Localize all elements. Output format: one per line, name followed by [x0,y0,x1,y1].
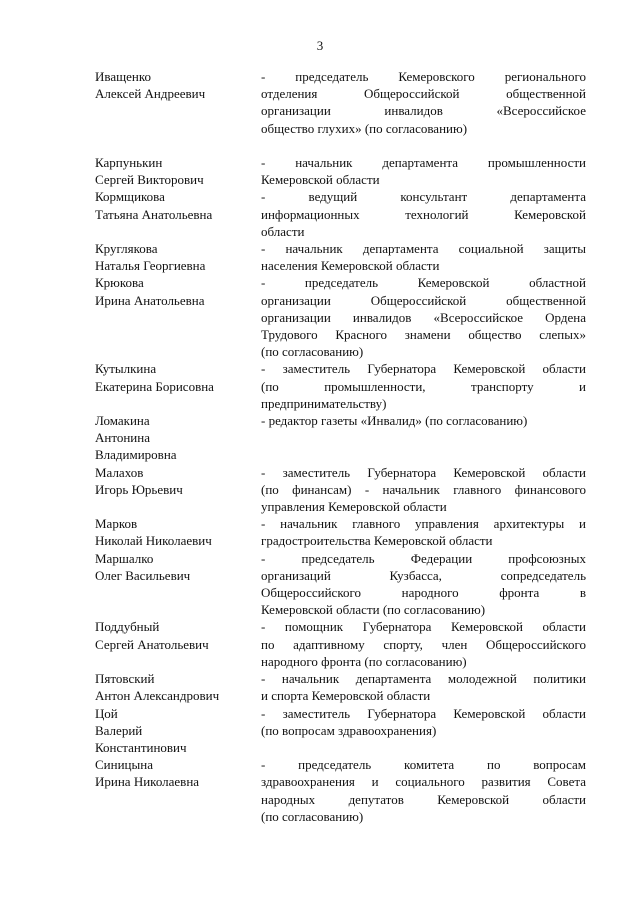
member-role-line: народных депутатов Кемеровской области [261,791,586,807]
member-name-line: Олег Васильевич [95,567,191,583]
member-role [261,515,586,549]
member-name [95,240,261,274]
member-role [261,154,586,188]
member-name [95,360,261,412]
member-name-line: Иващенко [95,69,152,84]
member-name [95,756,261,825]
member-role-line: по адаптивному спорту, член Общероссийского [261,636,586,652]
member-name-line: Владимировна [95,447,177,463]
member-name-line: Синицына [95,757,153,773]
member-name [95,188,261,240]
member-role [261,360,586,412]
member-name-line: Карпунькин [95,155,163,170]
page-number: 3 [316,38,324,53]
member-name-line: Пятовский [95,671,155,687]
member-role [261,705,586,757]
member-role-line: Общероссийского народного фронта в [261,585,586,601]
member-role-line: Трудового Красного знамени общество слепых» [261,327,586,343]
member-name-line: Крюкова [95,275,144,291]
member-role-line: Кемеровской области (по согласованию) [261,602,486,618]
member-role-line: отделения Общероссийской общественной [261,86,586,102]
member-role-line: - заместитель Губернатора Кемеровской области [261,705,586,721]
member-role-line: народного фронта (по согласованию) [261,653,467,669]
member-role-line: - председатель Кемеровской областной [261,275,586,291]
member-role-line: - ведущий консультант департамента [261,189,586,205]
member-role [261,618,586,670]
member-name [95,670,261,704]
member-name-line: Екатерина Борисовна [95,378,214,394]
member-name-line: Малахов [95,464,144,480]
member-name-line: Сергей Викторович [95,172,204,188]
member-list [95,68,595,825]
member-name-line: Антон Александрович [95,688,220,704]
member-name-line: Маршалко [95,550,154,566]
member-role-line: области [261,223,305,239]
member-role-line: - начальник главного управления архитектуры и [261,516,586,532]
member-name-line: Ломакина [95,413,150,429]
member-role-line: (по финансам) - начальник главного финансового [261,481,586,497]
member-role-line: общество глухих» (по согласованию) [261,120,468,136]
member-role-line: Кемеровской области [261,172,380,188]
member-role-line: предпринимательству) [261,395,387,411]
member-role [261,274,586,360]
member-role-line: (по согласованию) [261,808,364,824]
member-name-line: Цой [95,705,118,721]
member-role-line: организации инвалидов «Всероссийское Ордена [261,309,586,325]
member-name-line: Татьяна Анатольевна [95,206,213,222]
member-role [261,412,586,464]
member-name-line: Ирина Анатольевна [95,292,205,308]
member-name [95,550,261,619]
member-role-line: - председатель Федерации профсоюзных [261,550,586,566]
member-role [261,464,586,516]
member-role-line: организации Общероссийской общественной [261,292,586,308]
member-role-line: - начальник департамента социальной защиты [261,241,586,257]
member-role-line: (по промышленности, транспорту и [261,378,586,394]
member-name [95,464,261,516]
member-role [261,550,586,619]
member-name [95,154,261,188]
member-role-line: - начальник департамента молодежной политики [261,671,586,687]
member-name-line: Антонина [95,430,150,446]
member-role-line: и спорта Кемеровской области [261,688,431,704]
member-role-line: организации инвалидов «Всероссийское [261,103,586,119]
member-role [261,68,586,137]
member-name-line: Сергей Анатольевич [95,636,209,652]
member-name-line: Николай Николаевич [95,533,212,549]
member-name [95,705,261,757]
member-name-line: Поддубный [95,619,160,635]
member-role-line: управления Кемеровской области [261,499,447,515]
member-name-line: Кормщикова [95,189,165,205]
member-name [95,274,261,360]
member-name [95,68,261,137]
member-name-line: Игорь Юрьевич [95,481,183,497]
member-name-line: Ирина Николаевна [95,774,200,790]
member-role-line: - заместитель Губернатора Кемеровской области [261,361,586,377]
member-role-line: здравоохранения и социального развития Совета [261,774,586,790]
member-role-line: организаций Кузбасса, сопредседатель [261,567,586,583]
member-role [261,240,586,274]
member-name-line: Алексей Андреевич [95,86,206,102]
member-name [95,412,261,464]
member-name [95,618,261,670]
member-name-line: Кутылкина [95,361,157,377]
member-role [261,188,586,240]
member-role-line: населения Кемеровской области [261,258,440,274]
member-name-line: Круглякова [95,241,158,257]
member-role-line: (по согласованию) [261,344,364,360]
member-role-line: - начальник департамента промышленности [261,155,586,170]
member-role [261,670,586,704]
member-role [261,756,586,825]
member-name-line: Константинович [95,739,187,755]
member-name-line: Валерий [95,722,143,738]
member-role-line: (по вопросам здравоохранения) [261,722,437,738]
member-role-line: информационных технологий Кемеровской [261,206,586,222]
member-name [95,515,261,549]
member-name-line: Наталья Георгиевна [95,258,206,274]
member-name-line: Марков [95,516,138,532]
member-role-line: - председатель комитета по вопросам [261,757,586,773]
member-role-line: - помощник Губернатора Кемеровской области [261,619,586,635]
member-role-line: - заместитель Губернатора Кемеровской области [261,464,586,480]
member-role-line: - председатель Кемеровского регионального [261,69,586,84]
member-role-line: - редактор газеты «Инвалид» (по согласованию) [261,413,528,429]
member-role-line: градостроительства Кемеровской области [261,533,493,549]
